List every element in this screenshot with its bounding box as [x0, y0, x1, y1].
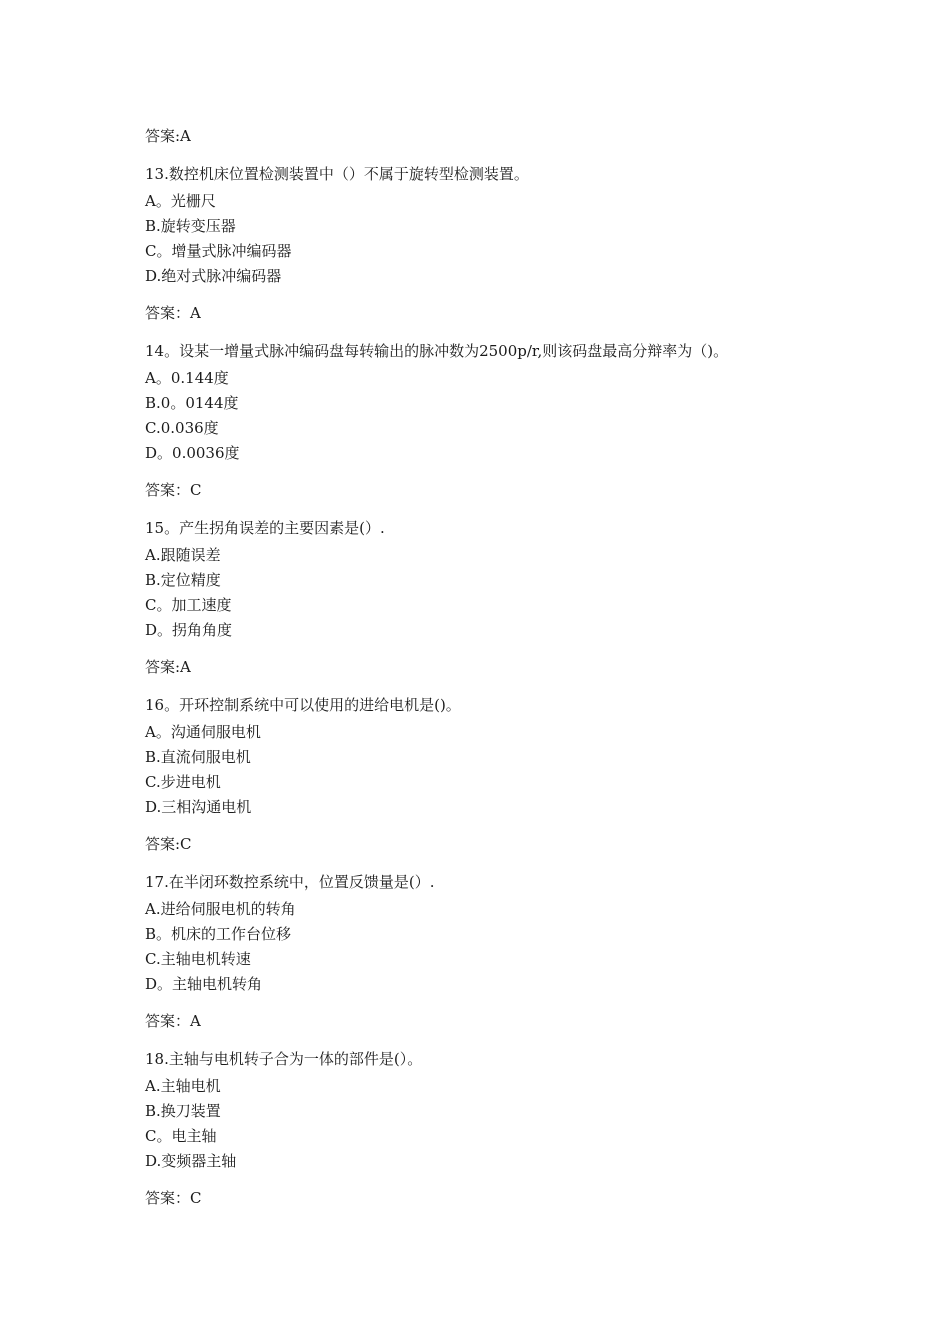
- option-line: A。光栅尺: [145, 192, 216, 210]
- question-14: 14。设某一增量式脉冲编码盘每转输出的脉冲数为2500p/r,则该码盘最高分辩率为（)。: [145, 342, 729, 360]
- question-17: 17.在半闭环数控系统中，位置反馈量是(）.: [145, 873, 435, 891]
- option-line: D。主轴电机转角: [145, 975, 263, 993]
- option-line: C.0.036度: [145, 419, 219, 437]
- option-line: C。电主轴: [145, 1127, 217, 1145]
- option-line: B.旋转变压器: [145, 217, 236, 235]
- answer-line: 答案：A: [145, 304, 201, 322]
- option-line: C.步进电机: [145, 773, 221, 791]
- option-line: A.进给伺服电机的转角: [145, 900, 296, 918]
- answer-line: 答案:C: [145, 835, 192, 853]
- answer-line: 答案:A: [145, 658, 191, 676]
- answer-line: 答案：A: [145, 1012, 201, 1030]
- option-line: B.换刀装置: [145, 1102, 221, 1120]
- option-line: D。拐角角度: [145, 621, 233, 639]
- option-line: B.0。0144度: [145, 394, 239, 412]
- option-line: C。加工速度: [145, 596, 232, 614]
- option-line: B。机床的工作台位移: [145, 925, 292, 943]
- option-line: B.定位精度: [145, 571, 221, 589]
- option-line: B.直流伺服电机: [145, 748, 251, 766]
- option-line: C.主轴电机转速: [145, 950, 251, 968]
- option-line: A。沟通伺服电机: [145, 723, 261, 741]
- option-line: A.跟随误差: [145, 546, 221, 564]
- question-15: 15。产生拐角误差的主要因素是(）.: [145, 519, 385, 537]
- option-line: D。0.0036度: [145, 444, 240, 462]
- option-line: A.主轴电机: [145, 1077, 221, 1095]
- option-line: D.绝对式脉冲编码器: [145, 267, 282, 285]
- question-16: 16。开环控制系统中可以使用的进给电机是()。: [145, 696, 461, 714]
- answer-line: 答案：C: [145, 1189, 202, 1207]
- option-line: A。0.144度: [145, 369, 229, 387]
- question-13: 13.数控机床位置检测装置中（）不属于旋转型检测装置。: [145, 165, 529, 183]
- answer-line: 答案:A: [145, 127, 191, 145]
- answer-line: 答案：C: [145, 481, 202, 499]
- option-line: C。增量式脉冲编码器: [145, 242, 292, 260]
- option-line: D.变频器主轴: [145, 1152, 237, 1170]
- option-line: D.三相沟通电机: [145, 798, 252, 816]
- question-18: 18.主轴与电机转子合为一体的部件是(）。: [145, 1050, 423, 1068]
